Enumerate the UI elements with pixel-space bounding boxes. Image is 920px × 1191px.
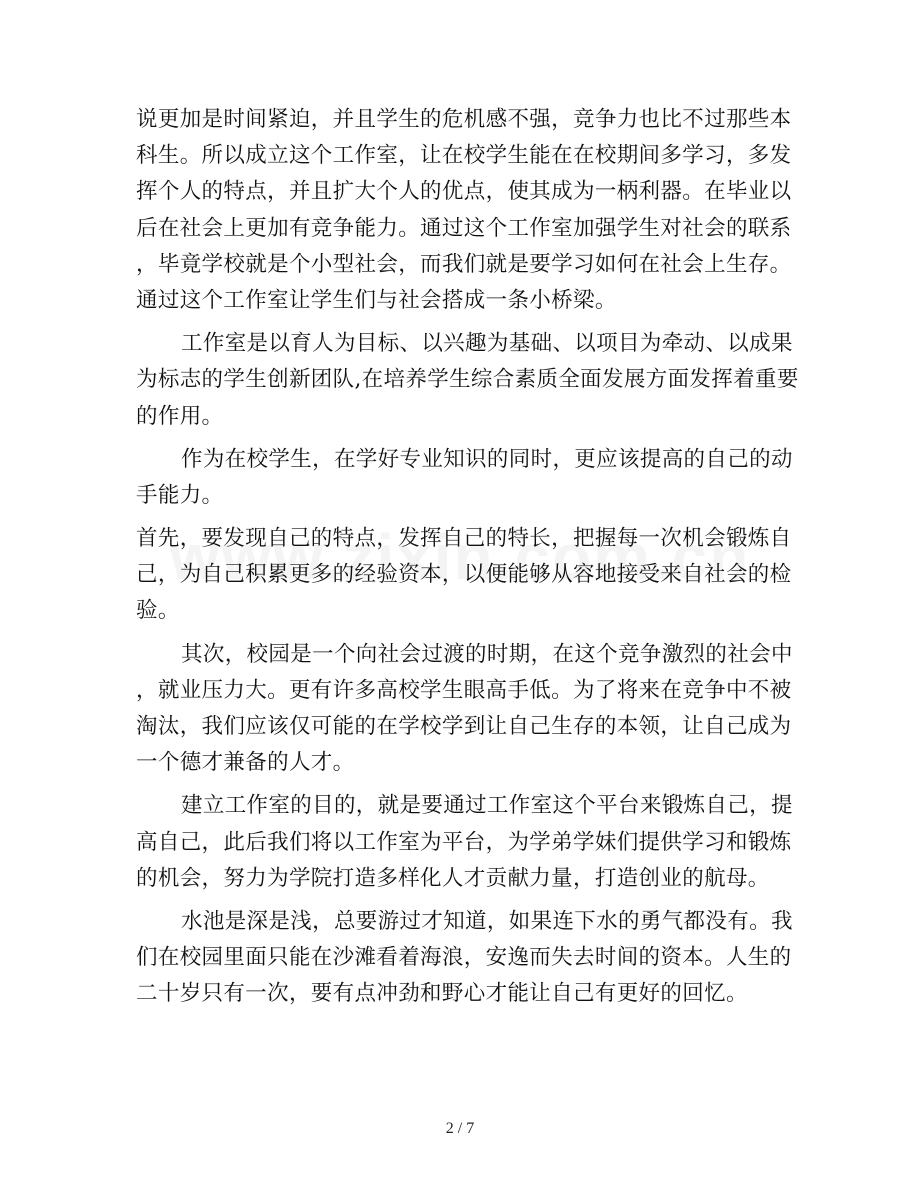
text-line: 首先，要发现自己的特点，发挥自己的特长，把握每一次机会锻炼自 [136, 526, 792, 552]
text-line: 其次，校园是一个向社会过渡的时期，在这个竞争激烈的社会中 [181, 641, 793, 667]
text-line: 通过这个工作室让学生们与社会搭成一条小桥梁。 [136, 287, 617, 313]
paragraph [136, 788, 793, 897]
paragraph [136, 442, 793, 514]
text-line: 验。 [136, 598, 180, 624]
text-line: 为标志的学生创新团队,在培养学生综合素质全面发展方面发挥着重要 [136, 367, 799, 393]
text-line: 水池是深是浅，总要游过才知道，如果连下水的勇气都没有。我 [181, 908, 793, 934]
paragraph [136, 521, 792, 630]
text-line: 高自己，此后我们将以工作室为平台，为学弟学妹们提供学习和锻炼 [136, 829, 792, 855]
text-line: 一个德才兼备的人才。 [136, 750, 355, 776]
text-line: 的作用。 [136, 403, 224, 429]
paragraph [136, 637, 793, 782]
text-line: 挥个人的特点，并且扩大个人的优点，使其成为一柄利器。在毕业以 [136, 179, 792, 205]
text-line: 后在社会上更加有竞争能力。通过这个工作室加强学生对社会的联系 [136, 215, 792, 241]
text-line: 手能力。 [136, 482, 224, 508]
text-line: 淘汰，我们应该仅可能的在学校学到让自己生存的本领，让自己成为 [136, 714, 792, 739]
text-line: 们在校园里面只能在沙滩看着海浪，安逸而失去时间的资本。人生的 [136, 945, 792, 971]
paragraph [136, 102, 792, 319]
text-line: 工作室是以育人为目标、以兴趣为基础、以项目为牵动、以成果 [181, 331, 793, 357]
text-line: 说更加是时间紧迫，并且学生的危机感不强，竞争力也比不过那些本 [136, 107, 792, 132]
text-line: 作为在校学生，在学好专业知识的同时，更应该提高的自己的动 [181, 446, 793, 472]
page-number: 2 / 7 [445, 1120, 475, 1137]
text-line: 科生。所以成立这个工作室，让在校学生能在在校期间多学习，多发 [136, 143, 792, 169]
paragraph [136, 904, 793, 1013]
text-line: 己，为自己积累更多的经验资本，以便能够从容地接受来自社会的检 [136, 562, 792, 588]
paragraph [136, 326, 799, 435]
text-line: ，毕竟学校就是个小型社会，而我们就是要学习如何在社会上生存。 [136, 251, 792, 277]
text-line: 二十岁只有一次，要有点冲劲和野心才能让自己有更好的回忆。 [136, 981, 748, 1007]
document-body [136, 102, 799, 1013]
text-line: ，就业压力大。更有许多高校学生眼高手低。为了将来在竞争中不被 [136, 677, 792, 703]
text-line: 建立工作室的目的，就是要通过工作室这个平台来锻炼自己，提 [181, 793, 793, 819]
text-line: 的机会，努力为学院打造多样化人才贡献力量，打造创业的航母。 [136, 865, 770, 891]
